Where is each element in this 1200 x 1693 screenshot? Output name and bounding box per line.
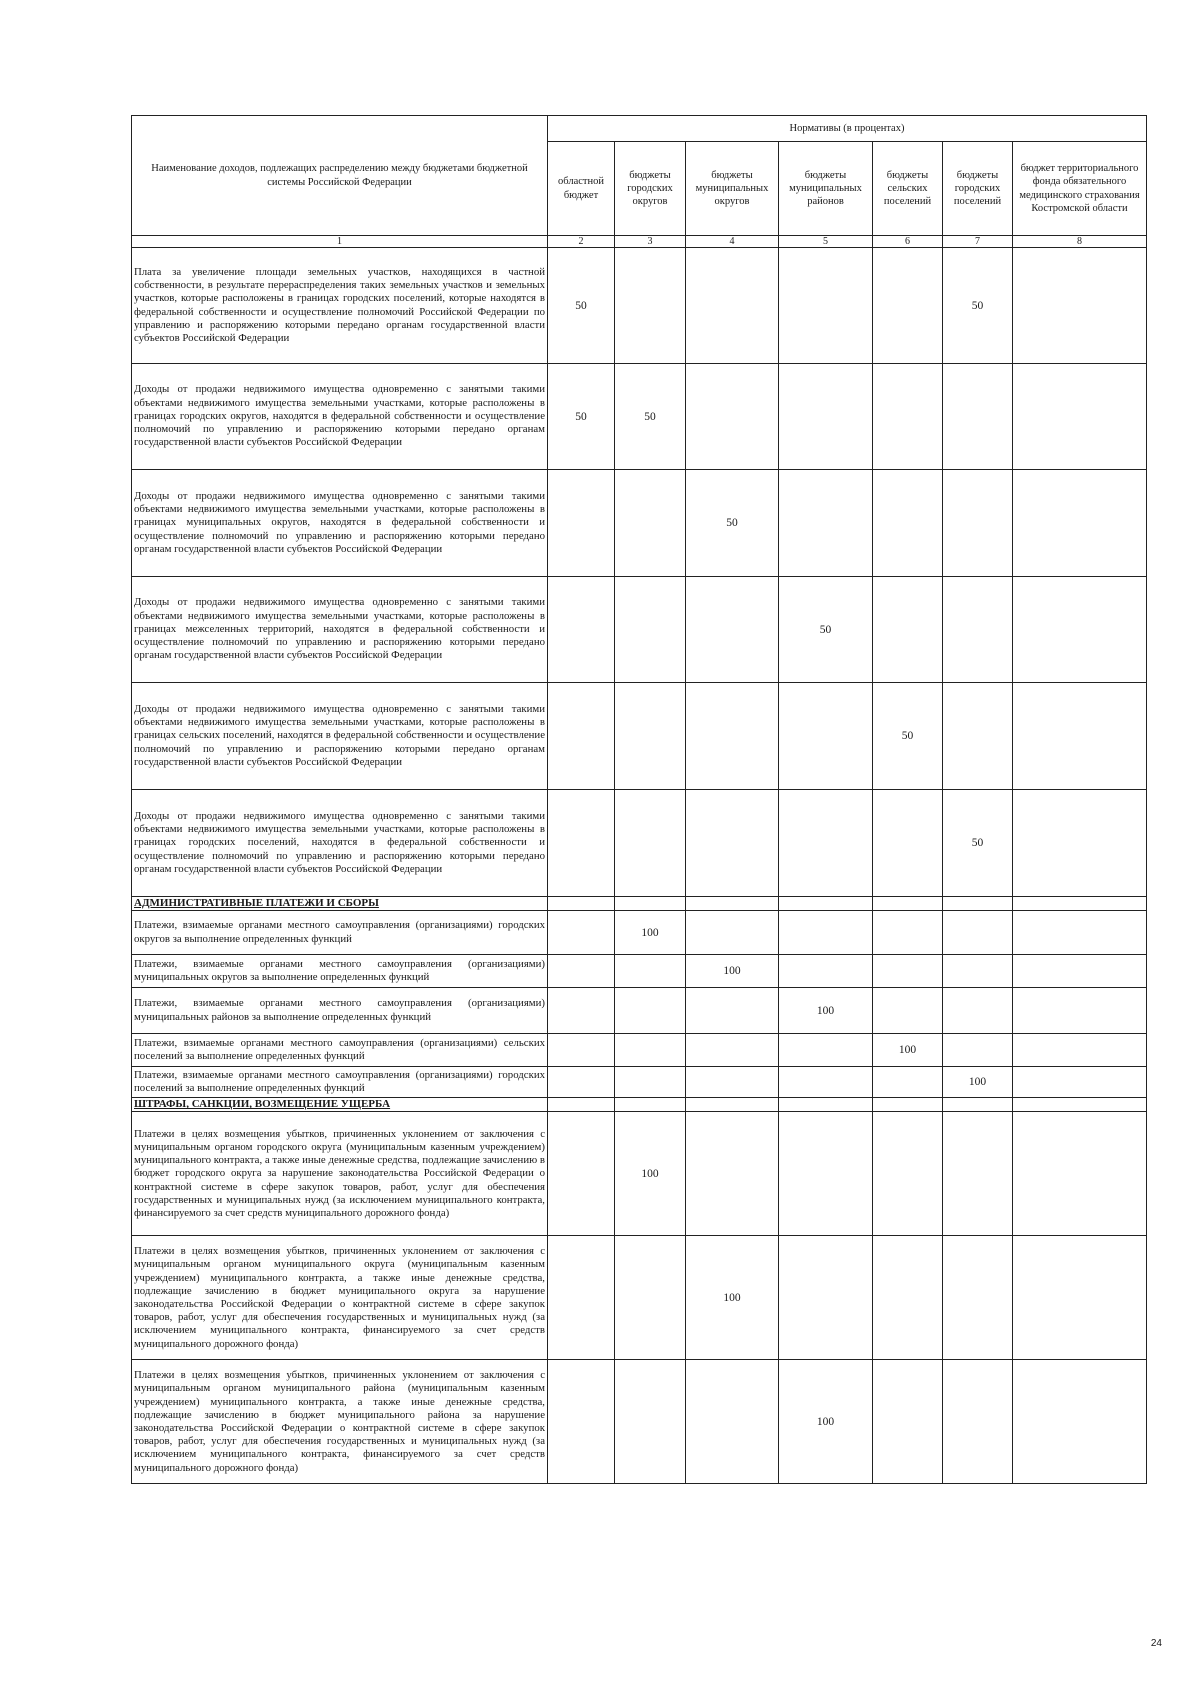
- header-col-municipal-districts: бюджеты муниципальных округов: [686, 142, 779, 236]
- empty-cell: [548, 897, 615, 911]
- header-col-city-districts: бюджеты городских округов: [615, 142, 686, 236]
- income-name-cell: Платежи в целях возмещения убытков, причиненных уклонением от заключения с муниципальным органом муниципального округа (муниципальным казенным учреждением) муниципального контракта, а также иные денежные средства, подлежащие зачислению в бюджет муниципального округа за нарушение законодательства Российской Федерации о контрактной системе в сфере закупок товаров, работ, услуг для обеспечения государственных и муниципальных нужд (за исключением муниципального контракта, финансируемого за счет средств муниципального дорожного фонда): [132, 1236, 548, 1360]
- norm-value-cell: [943, 955, 1013, 988]
- norm-value-cell: [615, 955, 686, 988]
- norm-value-cell: [548, 1112, 615, 1236]
- norm-value-cell: [873, 988, 943, 1034]
- norm-value-cell: [873, 790, 943, 897]
- header-col-rural-settlements: бюджеты сельских поселений: [873, 142, 943, 236]
- norm-value-cell: [548, 790, 615, 897]
- table-row: [132, 577, 1147, 683]
- norm-value-cell: [686, 1034, 779, 1067]
- norm-value-cell: 50: [943, 248, 1013, 364]
- norm-value-cell: [779, 790, 873, 897]
- norm-value-cell: [615, 988, 686, 1034]
- section-title: АДМИНИСТРАТИВНЫЕ ПЛАТЕЖИ И СБОРЫ: [132, 897, 548, 911]
- table-row: [132, 911, 1147, 955]
- norm-value-cell: 100: [943, 1067, 1013, 1098]
- table-row: [132, 470, 1147, 577]
- income-name-cell: Платежи в целях возмещения убытков, причиненных уклонением от заключения с муниципальным органом муниципального района (муниципальным казенным учреждением) муниципального контракта, а также иные денежные средства, подлежащие зачислению в бюджет муниципального района за нарушение законодательства Российской Федерации о контрактной системе в сфере закупок товаров, работ, услуг для обеспечения государственных и муниципальных нужд (за исключением муниципального контракта, финансируемого за счет средств муниципального дорожного фонда): [132, 1360, 548, 1484]
- empty-cell: [548, 1098, 615, 1112]
- income-name-cell: Плата за увеличение площади земельных участков, находящихся в частной собственности, в результате перераспределения таких земельных участков и земельных участков, которые расположены в границах городских поселений, которые находятся в федеральной собственности и осуществление полномочий Российской Федерации по управлению и распоряжению которыми передано органам государственной власти субъектов Российской Федерации: [132, 248, 548, 364]
- norm-value-cell: [873, 911, 943, 955]
- table-row: [132, 1236, 1147, 1360]
- empty-cell: [686, 1098, 779, 1112]
- table-row: [132, 1360, 1147, 1484]
- norm-value-cell: [1013, 1067, 1147, 1098]
- empty-cell: [686, 897, 779, 911]
- empty-cell: [615, 1098, 686, 1112]
- income-name-cell: Доходы от продажи недвижимого имущества одновременно с занятыми такими объектами недвижимого имущества земельными участками, которые расположены в границах сельских поселений, находятся в федеральной собственности и осуществление полномочий по управлению и распоряжению которыми передано органам государственной власти субъектов Российской Федерации: [132, 683, 548, 790]
- column-number: 6: [873, 236, 943, 248]
- header-col-municipal-areas: бюджеты муниципальных районов: [779, 142, 873, 236]
- norm-value-cell: [1013, 1360, 1147, 1484]
- section-header-row: [132, 897, 1147, 911]
- norm-value-cell: [779, 470, 873, 577]
- norm-value-cell: [1013, 470, 1147, 577]
- norm-value-cell: [873, 955, 943, 988]
- norm-value-cell: [943, 911, 1013, 955]
- column-number: 8: [1013, 236, 1147, 248]
- norm-value-cell: [686, 1360, 779, 1484]
- norm-value-cell: [686, 577, 779, 683]
- income-name-cell: Платежи, взимаемые органами местного самоуправления (организациями) муниципальных районов за выполнение определенных функций: [132, 988, 548, 1034]
- norm-value-cell: [548, 1034, 615, 1067]
- empty-cell: [615, 897, 686, 911]
- norm-value-cell: 50: [686, 470, 779, 577]
- norm-value-cell: [873, 1112, 943, 1236]
- norm-value-cell: 100: [686, 1236, 779, 1360]
- income-name-cell: Платежи в целях возмещения убытков, причиненных уклонением от заключения с муниципальным органом городского округа (муниципальным казенным учреждением) муниципального контракта, а также иные денежные средства, подлежащие зачислению в бюджет городского округа за нарушение законодательства Российской Федерации о контрактной системе в сфере закупок товаров, работ, услуг для обеспечения государственных и муниципальных нужд (за исключением муниципального контракта, финансируемого за счет средств муниципального дорожного фонда): [132, 1112, 548, 1236]
- norm-value-cell: [615, 790, 686, 897]
- norm-value-cell: [943, 1236, 1013, 1360]
- header-norms-title: Нормативы (в процентах): [548, 116, 1147, 142]
- column-number-row: [132, 236, 1147, 248]
- norm-value-cell: 100: [615, 1112, 686, 1236]
- page-number: 24: [1150, 1638, 1162, 1649]
- table-row: [132, 248, 1147, 364]
- column-number: 2: [548, 236, 615, 248]
- norm-value-cell: [615, 1236, 686, 1360]
- norm-value-cell: [615, 470, 686, 577]
- table-row: [132, 683, 1147, 790]
- norm-value-cell: [1013, 911, 1147, 955]
- norm-value-cell: [615, 1360, 686, 1484]
- norm-value-cell: [779, 1236, 873, 1360]
- document-page: [131, 115, 1146, 1484]
- norm-value-cell: [1013, 248, 1147, 364]
- norm-value-cell: [1013, 1236, 1147, 1360]
- norm-value-cell: [686, 248, 779, 364]
- norm-value-cell: 50: [548, 364, 615, 470]
- norm-value-cell: [1013, 577, 1147, 683]
- norm-value-cell: [548, 911, 615, 955]
- norm-value-cell: 100: [779, 1360, 873, 1484]
- table-row: [132, 988, 1147, 1034]
- section-title: ШТРАФЫ, САНКЦИИ, ВОЗМЕЩЕНИЕ УЩЕРБА: [132, 1098, 548, 1112]
- column-number: 4: [686, 236, 779, 248]
- income-name-cell: Доходы от продажи недвижимого имущества одновременно с занятыми такими объектами недвижимого имущества земельными участками, которые расположены в границах межселенных территорий, находятся в федеральной собственности и осуществление полномочий по управлению и распоряжению которыми передано органам государственной власти субъектов Российской Федерации: [132, 577, 548, 683]
- norm-value-cell: [873, 470, 943, 577]
- norm-value-cell: [943, 1034, 1013, 1067]
- column-number: 1: [132, 236, 548, 248]
- norm-value-cell: [779, 911, 873, 955]
- empty-cell: [1013, 1098, 1147, 1112]
- norm-value-cell: [779, 248, 873, 364]
- norm-value-cell: [943, 683, 1013, 790]
- norm-value-cell: [779, 1067, 873, 1098]
- norm-value-cell: [1013, 955, 1147, 988]
- section-header-row: [132, 1098, 1147, 1112]
- norm-value-cell: [548, 955, 615, 988]
- income-name-cell: Платежи, взимаемые органами местного самоуправления (организациями) сельских поселений за выполнение определенных функций: [132, 1034, 548, 1067]
- norm-value-cell: [548, 1360, 615, 1484]
- norm-value-cell: [615, 683, 686, 790]
- norm-value-cell: [943, 470, 1013, 577]
- income-name-cell: Платежи, взимаемые органами местного самоуправления (организациями) городских поселений за выполнение определенных функций: [132, 1067, 548, 1098]
- norm-value-cell: [943, 1360, 1013, 1484]
- norm-value-cell: 50: [615, 364, 686, 470]
- norm-value-cell: [873, 1360, 943, 1484]
- norm-value-cell: [779, 1112, 873, 1236]
- norm-value-cell: [686, 988, 779, 1034]
- norm-value-cell: [779, 683, 873, 790]
- norm-value-cell: [686, 911, 779, 955]
- norm-value-cell: [686, 790, 779, 897]
- norm-value-cell: [873, 248, 943, 364]
- table-row: [132, 1034, 1147, 1067]
- norm-value-cell: [548, 683, 615, 790]
- norm-value-cell: [943, 364, 1013, 470]
- table-row: [132, 955, 1147, 988]
- norm-value-cell: [615, 248, 686, 364]
- column-number: 5: [779, 236, 873, 248]
- empty-cell: [943, 1098, 1013, 1112]
- norm-value-cell: 100: [779, 988, 873, 1034]
- empty-cell: [779, 897, 873, 911]
- norm-value-cell: [548, 988, 615, 1034]
- norm-value-cell: [1013, 683, 1147, 790]
- norm-value-cell: [873, 577, 943, 683]
- norm-value-cell: [779, 955, 873, 988]
- income-name-cell: Платежи, взимаемые органами местного самоуправления (организациями) муниципальных округов за выполнение определенных функций: [132, 955, 548, 988]
- header-income-name: Наименование доходов, подлежащих распределению между бюджетами бюджетной системы Российской Федерации: [132, 116, 548, 236]
- norm-value-cell: 50: [548, 248, 615, 364]
- norm-value-cell: [548, 470, 615, 577]
- norm-value-cell: 100: [686, 955, 779, 988]
- norm-value-cell: [548, 577, 615, 683]
- norm-value-cell: 100: [873, 1034, 943, 1067]
- norm-value-cell: [943, 577, 1013, 683]
- norm-value-cell: [873, 1236, 943, 1360]
- norm-value-cell: [779, 364, 873, 470]
- empty-cell: [1013, 897, 1147, 911]
- norm-value-cell: [1013, 988, 1147, 1034]
- empty-cell: [779, 1098, 873, 1112]
- norm-value-cell: [615, 1067, 686, 1098]
- income-name-cell: Платежи, взимаемые органами местного самоуправления (организациями) городских округов за выполнение определенных функций: [132, 911, 548, 955]
- norm-value-cell: 50: [943, 790, 1013, 897]
- header-col-urban-settlements: бюджеты городских поселений: [943, 142, 1013, 236]
- empty-cell: [873, 897, 943, 911]
- table-row: [132, 1067, 1147, 1098]
- norm-value-cell: 100: [615, 911, 686, 955]
- norm-value-cell: [686, 364, 779, 470]
- norm-value-cell: [548, 1067, 615, 1098]
- income-name-cell: Доходы от продажи недвижимого имущества одновременно с занятыми такими объектами недвижимого имущества земельными участками, которые расположены в границах городских поселений, находятся в федеральной собственности и осуществление полномочий по управлению и распоряжению которыми передано органам государственной власти субъектов Российской Федерации: [132, 790, 548, 897]
- income-name-cell: Доходы от продажи недвижимого имущества одновременно с занятыми такими объектами недвижимого имущества земельными участками, которые расположены в границах муниципальных округов, находятся в федеральной собственности и осуществление полномочий по управлению и распоряжению которыми передано органам государственной власти субъектов Российской Федерации: [132, 470, 548, 577]
- table-row: [132, 1112, 1147, 1236]
- income-name-cell: Доходы от продажи недвижимого имущества одновременно с занятыми такими объектами недвижимого имущества земельными участками, которые расположены в границах городских округов, находятся в федеральной собственности и осуществление полномочий по управлению и распоряжению которыми передано органам государственной власти субъектов Российской Федерации: [132, 364, 548, 470]
- norm-value-cell: [548, 1236, 615, 1360]
- table-row: [132, 364, 1147, 470]
- norm-value-cell: [615, 1034, 686, 1067]
- empty-cell: [873, 1098, 943, 1112]
- norm-value-cell: 50: [779, 577, 873, 683]
- norm-value-cell: [943, 988, 1013, 1034]
- revenue-distribution-table: [131, 115, 1147, 1484]
- norm-value-cell: 50: [873, 683, 943, 790]
- norm-value-cell: [1013, 1112, 1147, 1236]
- header-col-regional: областной бюджет: [548, 142, 615, 236]
- norm-value-cell: [1013, 1034, 1147, 1067]
- norm-value-cell: [686, 1112, 779, 1236]
- norm-value-cell: [1013, 364, 1147, 470]
- column-number: 3: [615, 236, 686, 248]
- norm-value-cell: [686, 683, 779, 790]
- norm-value-cell: [1013, 790, 1147, 897]
- norm-value-cell: [779, 1034, 873, 1067]
- norm-value-cell: [873, 1067, 943, 1098]
- norm-value-cell: [686, 1067, 779, 1098]
- norm-value-cell: [873, 364, 943, 470]
- header-col-health-fund: бюджет территориального фонда обязательного медицинского страхования Костромской области: [1013, 142, 1147, 236]
- column-number: 7: [943, 236, 1013, 248]
- table-row: [132, 790, 1147, 897]
- empty-cell: [943, 897, 1013, 911]
- norm-value-cell: [943, 1112, 1013, 1236]
- norm-value-cell: [615, 577, 686, 683]
